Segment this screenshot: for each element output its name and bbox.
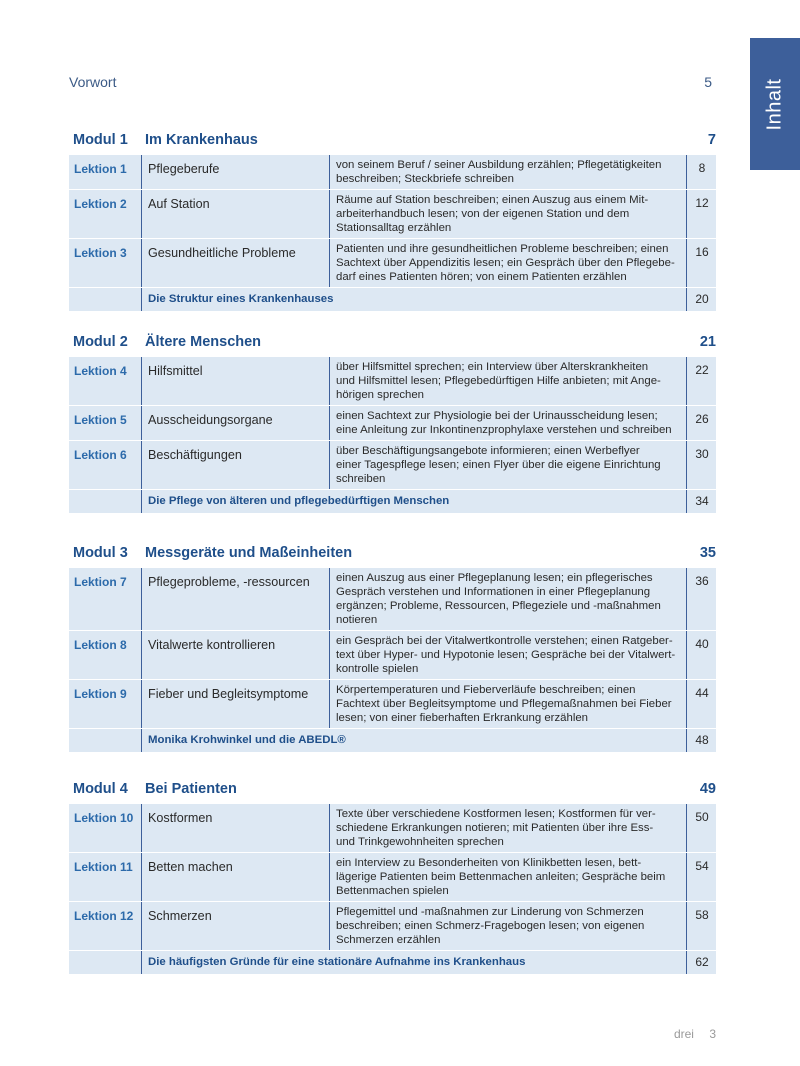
module-section xyxy=(69,331,716,513)
lesson-description-line: Bettenmachen spielen xyxy=(336,885,449,897)
lesson-description-line: hörigen sprechen xyxy=(336,389,425,401)
lesson-topic: Ausscheidungsorgane xyxy=(141,406,329,440)
extra-topic-spacer xyxy=(69,729,141,752)
module-number: Modul 4 xyxy=(73,781,128,797)
lesson-description-line: kontrolle spielen xyxy=(336,663,419,675)
lesson-topic: Fieber und Begleitsymptome xyxy=(141,680,329,728)
lesson-description-line: ein Gespräch bei der Vitalwertkontrolle verstehen; einen Ratgeber- xyxy=(336,635,673,647)
lesson-page: 40 xyxy=(686,631,716,679)
lesson-description-line: ein Interview zu Besonderheiten von Klinikbetten lesen, bett- xyxy=(336,857,642,869)
lesson-number: Lektion 4 xyxy=(74,364,127,378)
lesson-description-line: beschreiben; Steckbriefe schreiben xyxy=(336,173,514,185)
module-heading[interactable] xyxy=(69,542,716,564)
lesson-table xyxy=(69,803,716,974)
lesson-topic: Pflegeberufe xyxy=(141,155,329,189)
extra-topic-spacer xyxy=(69,288,141,311)
module-page: 7 xyxy=(707,132,716,148)
lesson-description-line: schiedene Erkrankungen notieren; mit Patienten über ihre Ess- xyxy=(336,822,654,834)
module-number: Modul 1 xyxy=(73,132,128,148)
extra-topic-row[interactable] xyxy=(69,728,716,752)
lesson-description xyxy=(329,406,686,440)
lesson-description-line: Gespräch verstehen und Informationen in einer Pflegeplanung xyxy=(336,586,651,598)
lesson-description-line: einer Tagespflege lesen; einen Flyer über die eigene Einrichtung xyxy=(336,459,661,471)
lesson-row[interactable] xyxy=(69,238,716,287)
lesson-topic: Vitalwerte kontrollieren xyxy=(141,631,329,679)
vorwort-page: 5 xyxy=(704,74,712,90)
lesson-description xyxy=(329,155,686,189)
lesson-description-line: arbeiterhandbuch lesen; von der eigenen Station und dem xyxy=(336,208,630,220)
lesson-table xyxy=(69,154,716,311)
lesson-description-line: notieren xyxy=(336,614,378,626)
lesson-page: 44 xyxy=(686,680,716,728)
lesson-topic: Kostformen xyxy=(141,804,329,852)
module-number: Modul 3 xyxy=(73,545,128,561)
module-page: 21 xyxy=(699,334,716,350)
lesson-description-line: lägerige Patienten beim Bettenmachen anleiten; Gespräche beim xyxy=(336,871,666,883)
extra-topic-page: 48 xyxy=(686,729,716,752)
extra-topic-page: 20 xyxy=(686,288,716,311)
lesson-description-line: einen Auszug aus einer Pflegeplanung lesen; ein pflegerisches xyxy=(336,572,653,584)
lesson-description-line: Patienten und ihre gesundheitlichen Probleme beschreiben; einen xyxy=(336,243,669,255)
lesson-number: Lektion 5 xyxy=(74,413,127,427)
lesson-number: Lektion 9 xyxy=(74,687,127,701)
lesson-description-line: Schmerzen erzählen xyxy=(336,934,441,946)
lesson-topic: Hilfsmittel xyxy=(141,357,329,405)
lesson-description xyxy=(329,804,686,852)
lesson-row[interactable] xyxy=(69,405,716,440)
lesson-row[interactable] xyxy=(69,189,716,238)
extra-topic-title: Die Struktur eines Krankenhauses xyxy=(141,288,686,311)
lesson-description-line: über Hilfsmittel sprechen; ein Interview über Alterskrankheiten xyxy=(336,361,649,373)
lesson-table xyxy=(69,356,716,513)
lesson-description-line: und Trinkgewohnheiten sprechen xyxy=(336,836,504,848)
lesson-topic: Gesundheitliche Probleme xyxy=(141,239,329,287)
module-title: Messgeräte und Maßeinheiten xyxy=(145,545,353,561)
lesson-row[interactable] xyxy=(69,440,716,489)
lesson-description-line: lesen; von einer fieberhaften Erkrankung erzählen xyxy=(336,712,589,724)
lesson-page: 58 xyxy=(686,902,716,950)
extra-topic-page: 62 xyxy=(686,951,716,974)
toc-entry-vorwort[interactable] xyxy=(69,74,716,90)
lesson-row[interactable] xyxy=(69,154,716,189)
lesson-page: 54 xyxy=(686,853,716,901)
module-page: 49 xyxy=(699,781,716,797)
module-heading[interactable] xyxy=(69,129,716,151)
page-number-word: drei xyxy=(673,1027,694,1041)
lesson-page: 50 xyxy=(686,804,716,852)
lesson-row[interactable] xyxy=(69,679,716,728)
extra-topic-row[interactable] xyxy=(69,950,716,974)
lesson-description xyxy=(329,190,686,238)
lesson-description xyxy=(329,568,686,630)
module-page: 35 xyxy=(699,545,716,561)
lesson-page: 16 xyxy=(686,239,716,287)
lesson-number: Lektion 6 xyxy=(74,448,127,462)
lesson-description-line: Texte über verschiedene Kostformen lesen; Kostformen für ver- xyxy=(336,808,656,820)
lesson-row[interactable] xyxy=(69,567,716,630)
lesson-row[interactable] xyxy=(69,356,716,405)
lesson-description-line: ergänzen; Probleme, Ressourcen, Pflegeziele und -maßnahmen xyxy=(336,600,661,612)
lesson-description-line: und Hilfsmittel lesen; Pflegebedürftigen Hilfe anbieten; mit Ange- xyxy=(336,375,661,387)
lesson-description-line: Fachtext über Begleitsymptome und Pflegemaßnahmen bei Fieber xyxy=(336,698,672,710)
lesson-description-line: darf eines Patienten hören; von einem Patienten erzählen xyxy=(336,271,627,283)
lesson-description-line: von seinem Beruf / seiner Ausbildung erzählen; Pflegetätigkeiten xyxy=(336,159,662,171)
extra-topic-row[interactable] xyxy=(69,489,716,513)
extra-topic-spacer xyxy=(69,951,141,974)
extra-topic-page: 34 xyxy=(686,490,716,513)
lesson-description xyxy=(329,631,686,679)
lesson-topic: Beschäftigungen xyxy=(141,441,329,489)
lesson-number: Lektion 3 xyxy=(74,246,127,260)
lesson-description xyxy=(329,441,686,489)
module-title: Bei Patienten xyxy=(145,781,237,797)
lesson-description xyxy=(329,357,686,405)
module-title: Im Krankenhaus xyxy=(145,132,258,148)
lesson-number: Lektion 8 xyxy=(74,638,127,652)
module-heading[interactable] xyxy=(69,331,716,353)
lesson-number: Lektion 7 xyxy=(74,575,127,589)
lesson-row[interactable] xyxy=(69,803,716,852)
module-number: Modul 2 xyxy=(73,334,128,350)
lesson-description xyxy=(329,239,686,287)
extra-topic-title: Monika Krohwinkel und die ABEDL® xyxy=(141,729,686,752)
lesson-description-line: Räume auf Station beschreiben; einen Auszug aus einem Mit- xyxy=(336,194,649,206)
lesson-description xyxy=(329,680,686,728)
lesson-topic: Schmerzen xyxy=(141,902,329,950)
lesson-page: 26 xyxy=(686,406,716,440)
extra-topic-title: Die Pflege von älteren und pflegebedürftigen Menschen xyxy=(141,490,686,513)
lesson-row[interactable] xyxy=(69,630,716,679)
lesson-number: Lektion 1 xyxy=(74,162,127,176)
lesson-page: 8 xyxy=(686,155,716,189)
lesson-description-line: text über Hyper- und Hypotonie lesen; Gespräche bei der Vitalwert- xyxy=(336,649,676,661)
lesson-number: Lektion 11 xyxy=(74,860,133,874)
section-tab-label: Inhalt xyxy=(763,78,786,130)
lesson-row[interactable] xyxy=(69,852,716,901)
vorwort-label: Vorwort xyxy=(69,74,117,90)
module-section xyxy=(69,542,716,752)
page-footer xyxy=(674,1027,716,1041)
extra-topic-row[interactable] xyxy=(69,287,716,311)
lesson-description-line: Sachtext über Appendizitis lesen; ein Gespräch über den Pflegebe- xyxy=(336,257,675,269)
lesson-description-line: Körpertemperaturen und Fieberverläufe beschreiben; einen xyxy=(336,684,636,696)
module-section xyxy=(69,778,716,974)
module-heading[interactable] xyxy=(69,778,716,800)
lesson-description-line: Stationsalltag erzählen xyxy=(336,222,452,234)
lesson-description xyxy=(329,853,686,901)
lesson-number: Lektion 2 xyxy=(74,197,127,211)
lesson-description xyxy=(329,902,686,950)
page-number: 3 xyxy=(709,1027,716,1041)
lesson-description-line: beschreiben; einen Schmerz-Fragebogen lesen; von eigenen xyxy=(336,920,645,932)
lesson-description-line: über Beschäftigungsangebote informieren; einen Werbeflyer xyxy=(336,445,640,457)
module-title: Ältere Menschen xyxy=(145,334,262,350)
lesson-page: 30 xyxy=(686,441,716,489)
lesson-number: Lektion 12 xyxy=(74,909,134,923)
lesson-page: 36 xyxy=(686,568,716,630)
lesson-page: 22 xyxy=(686,357,716,405)
lesson-page: 12 xyxy=(686,190,716,238)
lesson-topic: Pflegeprobleme, -ressourcen xyxy=(141,568,329,630)
lesson-description-line: schreiben xyxy=(336,473,386,485)
module-section xyxy=(69,129,716,311)
extra-topic-spacer xyxy=(69,490,141,513)
lesson-description-line: einen Sachtext zur Physiologie bei der Urinausscheidung lesen; xyxy=(336,410,658,422)
lesson-number: Lektion 10 xyxy=(74,811,134,825)
section-tab-inhalt[interactable] xyxy=(750,38,800,170)
lesson-topic: Betten machen xyxy=(141,853,329,901)
lesson-table xyxy=(69,567,716,752)
lesson-description-line: eine Anleitung zur Inkontinenzprophylaxe verstehen und schreiben xyxy=(336,424,672,436)
lesson-description-line: Pflegemittel und -maßnahmen zur Linderung von Schmerzen xyxy=(336,906,644,918)
extra-topic-title: Die häufigsten Gründe für eine stationäre Aufnahme ins Krankenhaus xyxy=(141,951,686,974)
lesson-topic: Auf Station xyxy=(141,190,329,238)
lesson-row[interactable] xyxy=(69,901,716,950)
